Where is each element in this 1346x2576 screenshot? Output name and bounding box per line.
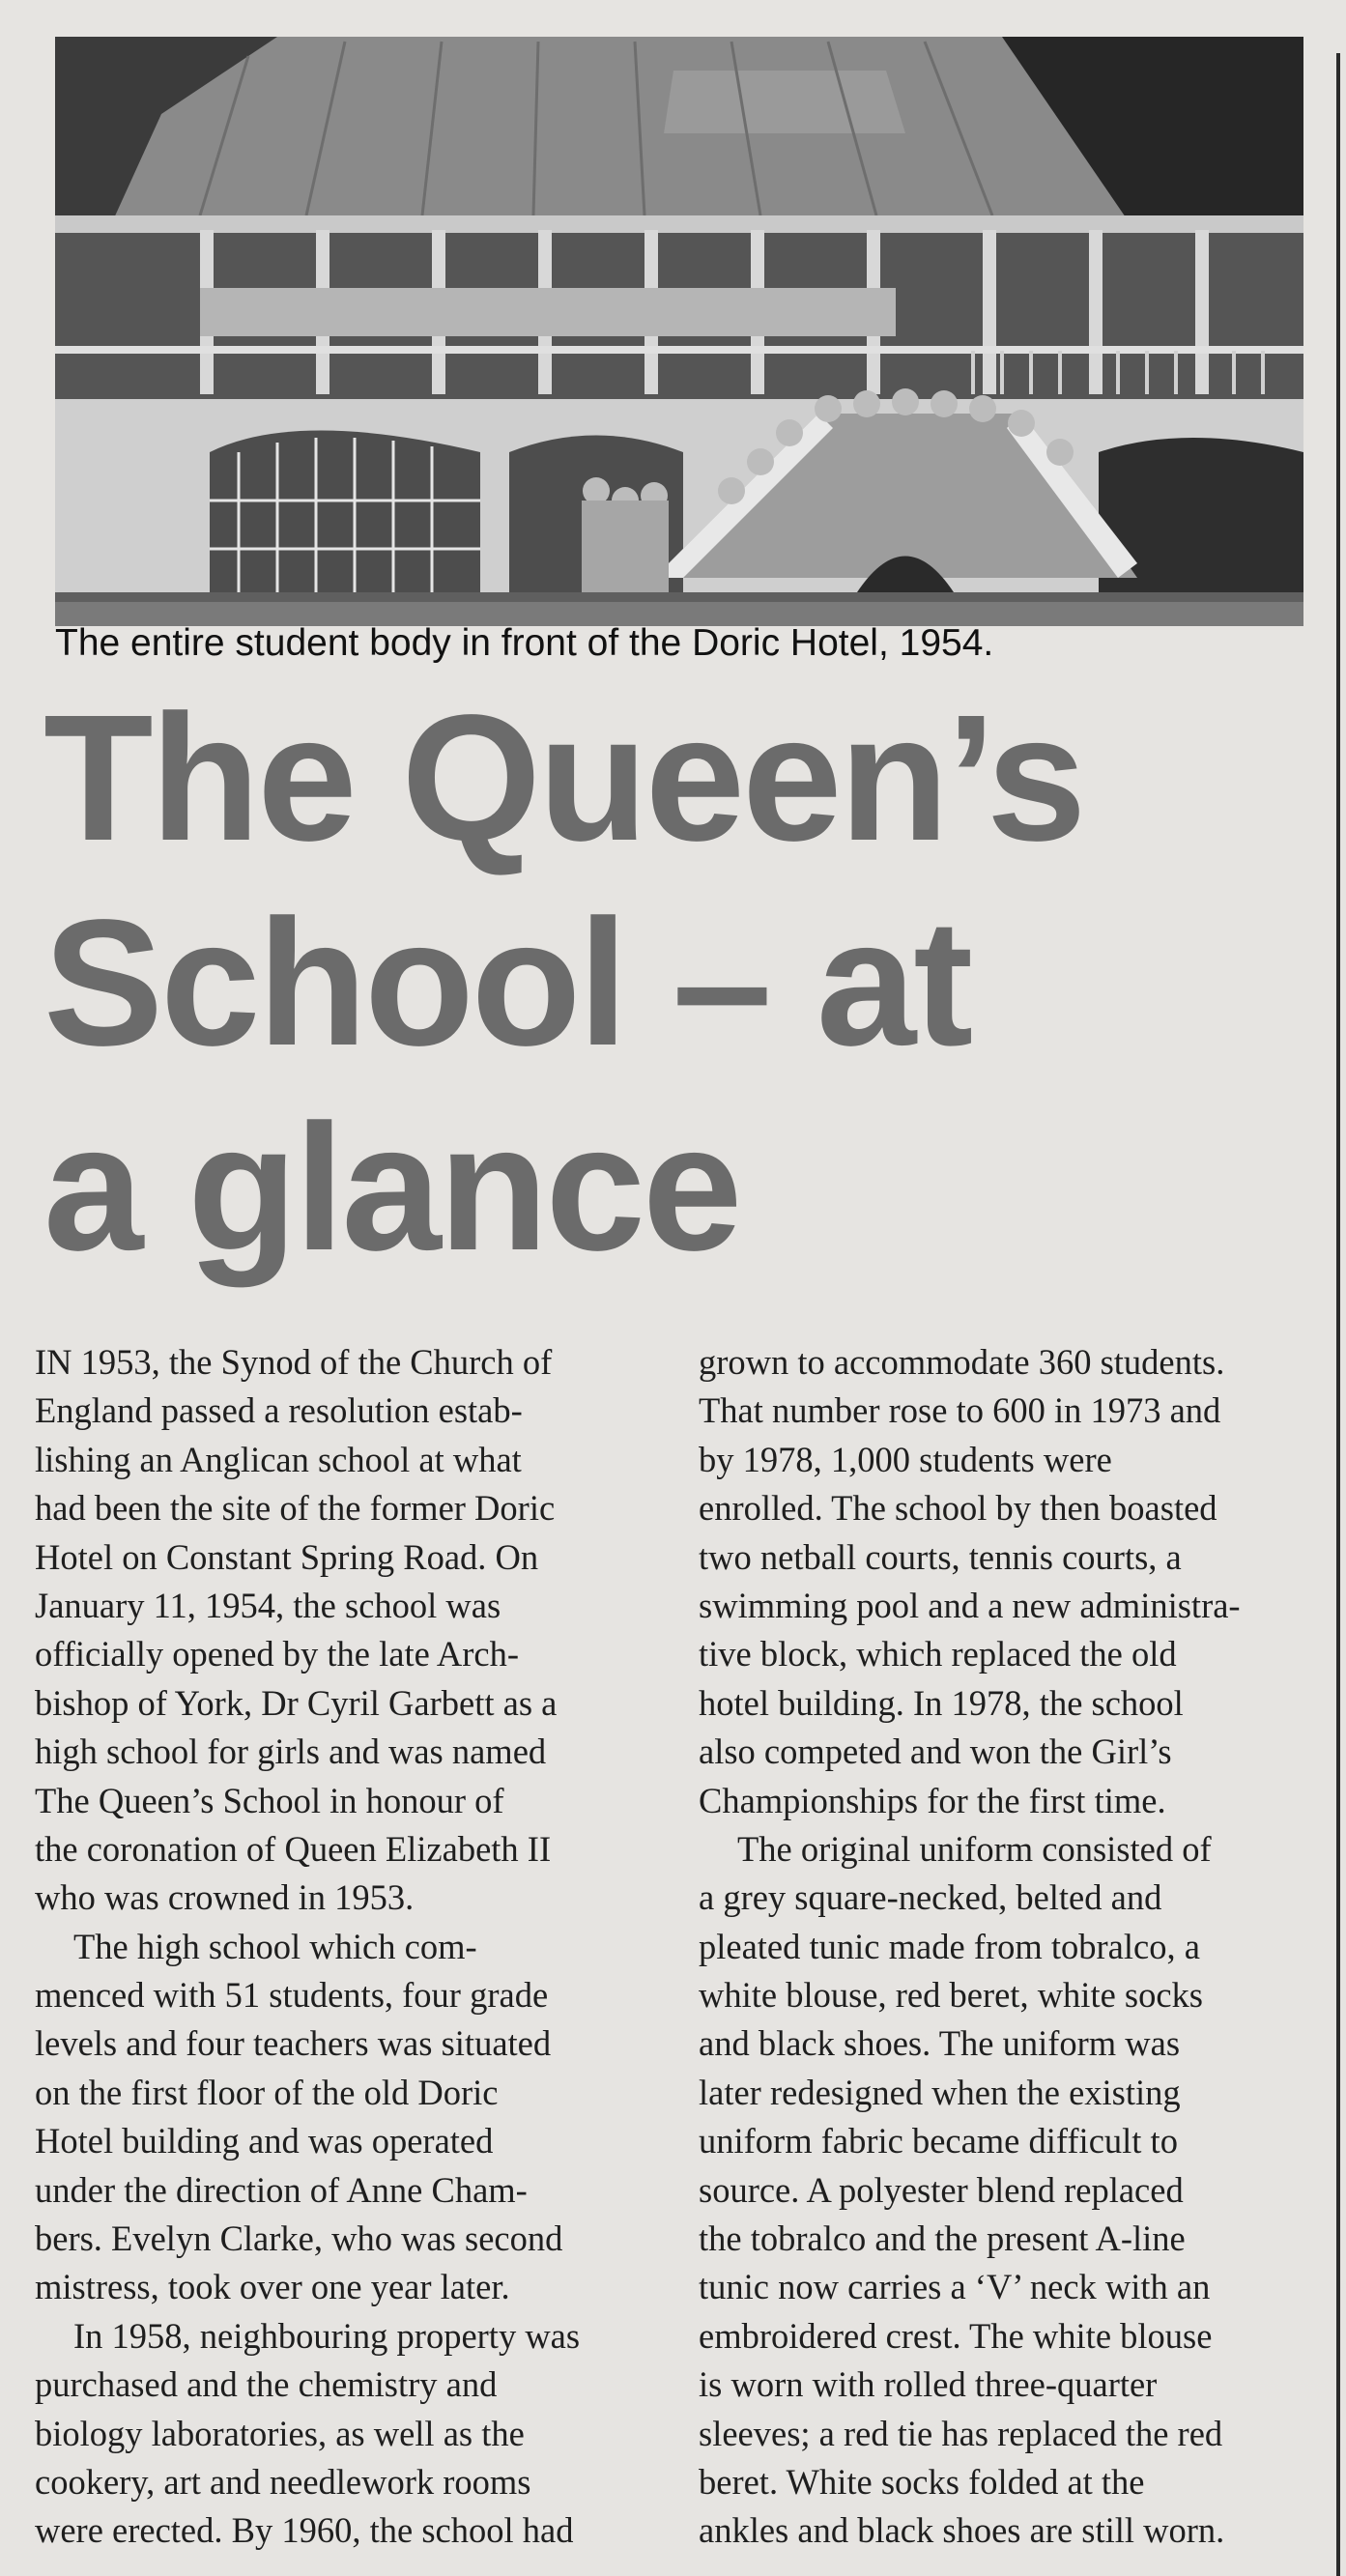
article-line: biology laboratories, as well as the: [35, 2413, 525, 2453]
article-line: menced with 51 students, four grade: [35, 1975, 549, 2016]
article-line: grown to accommodate 360 students.: [699, 1342, 1225, 1382]
article-line: ankles and black shoes are still worn.: [699, 2510, 1225, 2551]
article-line: Hotel on Constant Spring Road. On: [35, 1536, 539, 1577]
article-line: tive block, which replaced the old: [699, 1634, 1177, 1674]
headline-line-3: a glance: [43, 1088, 740, 1288]
article-line: by 1978, 1,000 students were: [699, 1439, 1112, 1479]
article-line: is worn with rolled three-quarter: [699, 2364, 1158, 2405]
column-rule: [1336, 53, 1340, 2576]
article-line: a grey square-necked, belted and: [699, 1877, 1162, 1918]
article-line: purchased and the chemistry and: [35, 2364, 498, 2405]
article-line: uniform fabric became difficult to: [699, 2121, 1178, 2161]
photo-illustration: [55, 37, 1303, 626]
headline-line-2: School – at: [43, 883, 971, 1083]
article-line: The Queen’s School in honour of: [35, 1780, 504, 1820]
article-line: hotel building. In 1978, the school: [699, 1682, 1184, 1723]
article-line: enrolled. The school by then boasted: [699, 1488, 1217, 1529]
article-line: mistress, took over one year later.: [35, 2267, 510, 2307]
article-line: beret. White socks folded at the: [699, 2461, 1145, 2502]
article-line: also competed and won the Girl’s: [699, 1732, 1172, 1772]
article-line: The high school which com-: [73, 1926, 477, 1966]
article-line: had been the site of the former Doric: [35, 1488, 556, 1529]
article-line: IN 1953, the Synod of the Church of: [35, 1342, 553, 1382]
article-line: England passed a resolution estab-: [35, 1390, 523, 1431]
article-line: sleeves; a red tie has replaced the red: [699, 2413, 1223, 2453]
article-line: white blouse, red beret, white socks: [699, 1975, 1204, 2016]
article-line: were erected. By 1960, the school had: [35, 2510, 574, 2551]
article-line: the coronation of Queen Elizabeth II: [35, 1828, 552, 1869]
article-line: high school for girls and was named: [35, 1732, 547, 1772]
article-column-left: [35, 1338, 663, 2556]
article-line: Championships for the first time.: [699, 1780, 1166, 1820]
article-line: pleated tunic made from tobralco, a: [699, 1926, 1200, 1966]
article-line: January 11, 1954, the school was: [35, 1585, 501, 1625]
article-line: under the direction of Anne Cham-: [35, 2169, 528, 2210]
article-line: tunic now carries a ‘V’ neck with an: [699, 2267, 1211, 2307]
article-line: and black shoes. The uniform was: [699, 2023, 1181, 2064]
article-line: on the first floor of the old Doric: [35, 2072, 499, 2112]
article-line: officially opened by the late Arch-: [35, 1634, 520, 1674]
historic-photo: [55, 37, 1303, 626]
article-line: That number rose to 600 in 1973 and: [699, 1390, 1221, 1431]
article-line: who was crowned in 1953.: [35, 1877, 415, 1918]
article-line: source. A polyester blend replaced: [699, 2169, 1184, 2210]
article-line: bers. Evelyn Clarke, who was second: [35, 2218, 563, 2259]
headline-line-1: The Queen’s: [43, 678, 1084, 878]
headline: [43, 676, 1329, 1291]
article-line: swimming pool and a new administra-: [699, 1585, 1241, 1625]
article-line: later redesigned when the existing: [699, 2072, 1181, 2112]
photo-caption: The entire student body in front of the Doric Hotel, 1954.: [55, 622, 994, 664]
article-line: In 1958, neighbouring property was: [73, 2315, 581, 2356]
article-line: Hotel building and was operated: [35, 2121, 494, 2161]
article-line: lishing an Anglican school at what: [35, 1439, 522, 1479]
article-line: bishop of York, Dr Cyril Garbett as a: [35, 1682, 558, 1723]
article-line: cookery, art and needlework rooms: [35, 2461, 531, 2502]
article-line: two netball courts, tennis courts, a: [699, 1536, 1182, 1577]
article-column-right: [699, 1338, 1298, 2556]
article-line: levels and four teachers was situated: [35, 2023, 552, 2064]
article-line: embroidered crest. The white blouse: [699, 2315, 1213, 2356]
article-line: The original uniform consisted of: [737, 1828, 1212, 1869]
article-line: the tobralco and the present A-line: [699, 2218, 1186, 2259]
